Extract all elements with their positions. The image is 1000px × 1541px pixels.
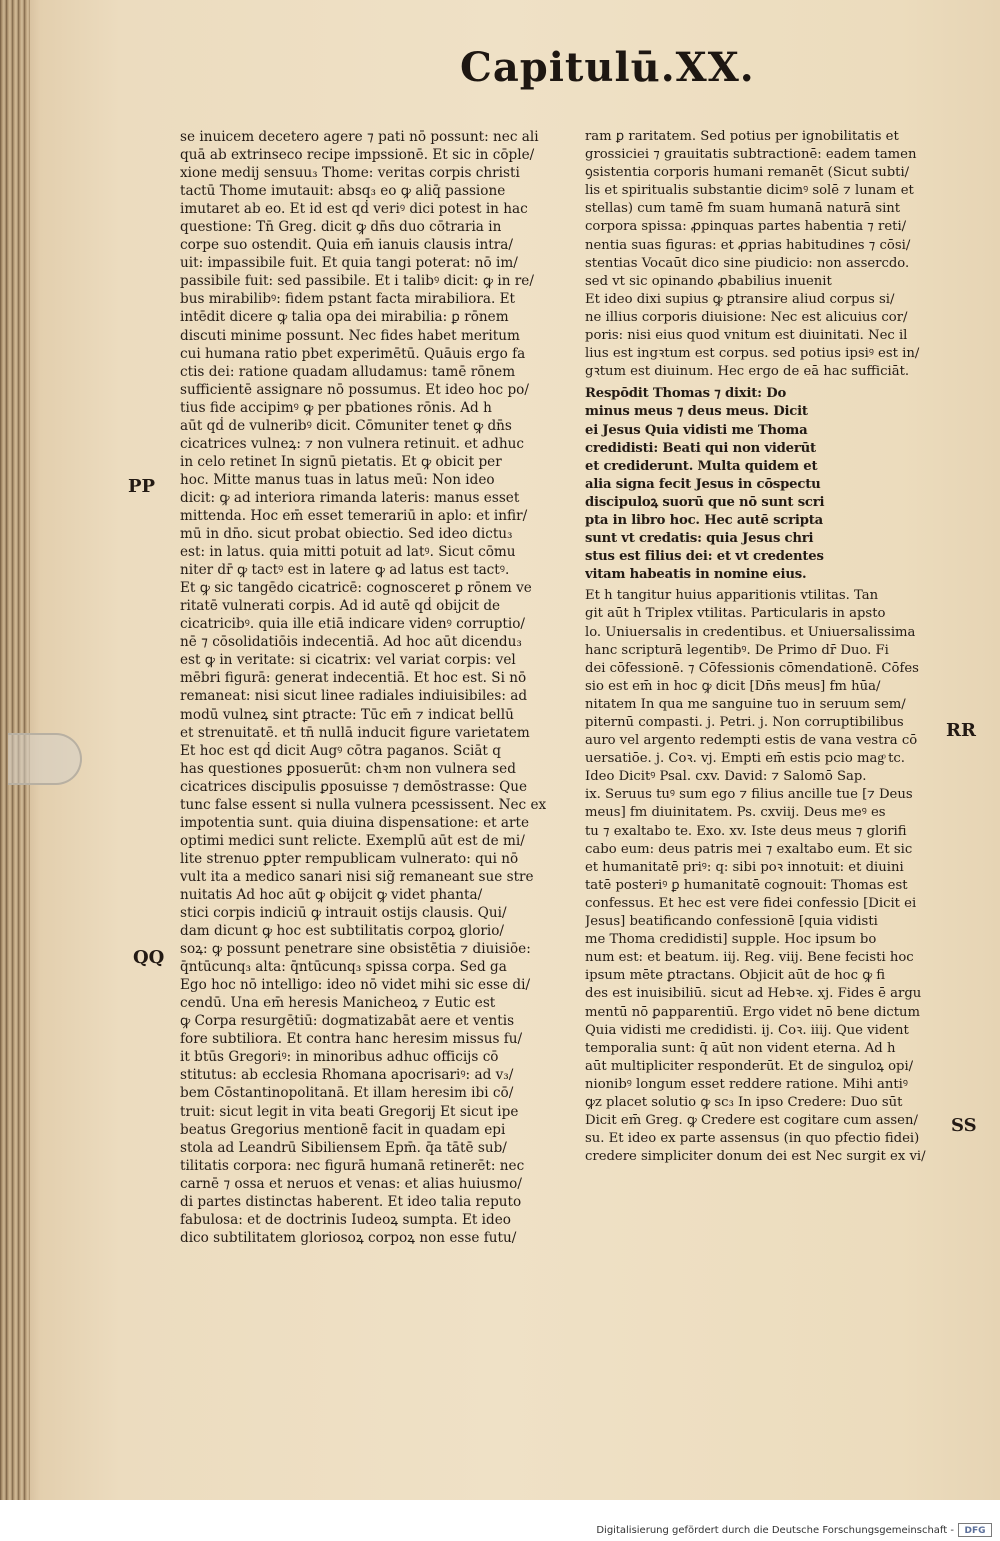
text-line: hoc. Mitte manus tuas in latus meū: Non ideo xyxy=(180,471,495,488)
margin-mark-rr: RR xyxy=(946,720,976,741)
text-line: ne illius corporis diuisione: Nec est alicuius cor/ xyxy=(585,309,908,325)
text-line: corpora spissa: ꝓpinquas partes habentia ⁊ reti/ xyxy=(585,219,907,235)
text-line: carnē ⁊ ossa et neruos et venas: et alias huiusmo/ xyxy=(180,1175,522,1192)
text-line: impotentia sunt. quia diuina dispensatione: et arte xyxy=(180,814,530,831)
text-line: ritatē vulnerati corpis. Ad id autē qḋ obijcit de xyxy=(180,598,501,615)
text-line: di partes distinctas haberent. Et ideo talia reputo xyxy=(180,1193,522,1210)
text-line: sio est em̄ in hoc ꝙ dicit [Dn̄s meus] f̄m hūa/ xyxy=(585,678,881,694)
text-line: vult ita a medico sanari nisi sig̃ remaneant sue stre xyxy=(180,868,534,885)
margin-mark-qq: QQ xyxy=(133,947,165,968)
text-line: Quia vidisti me credidisti. ij. Coꝛ. iiij. Que vident xyxy=(585,1022,909,1038)
text-line: mittenda. Hoc em̄ esset temerariū in aplo: et infir/ xyxy=(180,507,528,524)
text-line: confessus. Et hec est vere fidei confessio [Dicit ei xyxy=(585,895,917,911)
text-line: remaneat: nisi sicut linee radiales indiuisibiles: ad xyxy=(180,688,528,705)
text-line: bem Cōstantinopolitanā. Et illam heresim ibi cō/ xyxy=(180,1085,514,1102)
text-line: Ego hoc nō intelligo: ideo nō videt mihi sic esse di/ xyxy=(180,977,531,994)
text-line: q̄ntūcunq₃ alta: q̄ntūcunq₃ spissa corpa. Sed ga xyxy=(180,959,507,976)
text-line: et strenuitatē. et tn̄ nullā inducit figure varietatem xyxy=(180,724,530,741)
text-line: aūt multipliciter responderūt. Et de singuloꝝ opi/ xyxy=(585,1058,914,1074)
text-line: niter dr̄ ꝙ tactꝰ est in latere ꝙ ad latus est tactꝰ. xyxy=(180,562,510,579)
text-line: et humanitatē priꝰ: q: sibi poꝛ innotuit: et diuini xyxy=(585,859,904,875)
text-line: fore subtiliora. Et contra hanc heresim missus fu/ xyxy=(180,1031,523,1048)
text-line: cabo eum: deus patris mei ⁊ exaltabo eum. Et sic xyxy=(585,841,913,857)
text-line: discuti minime possunt. Nec fides habet meritum xyxy=(180,327,520,344)
text-line: des est inuisibiliū. sicut ad Hebꝛe. xj. Fides ē argu xyxy=(585,986,922,1002)
text-line: stola ad Leandrū Sibiliensem Epm̄. q̄a tātē sub/ xyxy=(180,1139,507,1156)
text-line: grossiciei ⁊ grauitatis subtractionē: eadem tamen xyxy=(585,147,917,163)
text-line: alia signa fecit Jesus in cōspectu xyxy=(585,476,821,492)
text-line: discipuloꝝ suorū que nō sunt scri xyxy=(585,494,825,510)
text-line: tunc false essent si nulla vulnera pcessissent. Nec ex xyxy=(180,796,547,813)
text-line: ram ꝑ raritatem. Sed potius per ignobilitatis et xyxy=(585,129,899,144)
text-line: nitatem In qua me sanguine tuo in seruum sem/ xyxy=(585,696,906,712)
right-column xyxy=(585,128,955,1166)
text-line: it btūs Gregoriꝰ: in minoribus adhuc officijs cō xyxy=(180,1049,499,1066)
text-line: ix. Seruus tuꝰ sum ego ⁊ filius ancille tue [⁊ Deus xyxy=(585,787,913,803)
text-line: Et ꝙ sic tangēdo cicatricē: cognosceret ꝑ rōnem ve xyxy=(180,580,532,597)
text-line: in celo retinet In signū pietatis. Et ꝙ obicit per xyxy=(180,453,502,470)
left-column xyxy=(180,128,560,1247)
text-line: git aūt h Triplex vtilitas. Particularis in apsto xyxy=(585,606,886,622)
text-line: Dicit em̄ Greg. ꝙ Credere est cogitare cum assen/ xyxy=(585,1113,918,1129)
text-line: me Thoma credidisti] supple. Hoc ipsum bo xyxy=(585,932,877,948)
text-line: has questiones ꝑposuerūt: chꝛm non vulnera sed xyxy=(180,760,516,777)
text-line: truit: sicut legit in vita beati Gregorij Et sicut ipe xyxy=(180,1103,519,1120)
text-line: passibile fuit: sed passibile. Et i talibꝰ dicit: ꝙ in re/ xyxy=(180,273,534,290)
text-line: beatus Gregorius mentionē facit in quadam epi xyxy=(180,1121,506,1138)
text-line: sufficientē assignare nō possumus. Et ideo hoc po/ xyxy=(180,381,529,398)
text-line: stentias Vocaūt dico sine piudicio: non assercdo. xyxy=(585,255,910,271)
text-line: dico subtilitatem gloriosoꝝ corpoꝝ non esse futu/ xyxy=(180,1229,517,1246)
text-line: stitutus: ab ecclesia Rhomana apocrisariꝰ: ad v₃/ xyxy=(180,1067,514,1084)
text-line: se inuicem decetero agere ⁊ pati nō possunt: nec ali xyxy=(180,129,539,145)
text-line: vitam habeatis in nomine eius. xyxy=(585,567,807,583)
text-line: corpe suo ostendit. Quia em̄ ianuis clausis intra/ xyxy=(180,237,513,254)
text-line: tius fide accipimꝰ ꝙ per pbationes rōnis. Ad h xyxy=(180,399,492,416)
text-line: Respōdit Thomas ⁊ dixit: Do xyxy=(585,386,787,402)
text-line: uersatiōe. j. Coꝛ. vj. Empti em̄ estis pcio magͦ tc. xyxy=(585,751,905,767)
text-line: est ꝙ in veritate: si cicatrix: vel variat corpis: vel xyxy=(180,652,516,669)
text-line: nentia suas figuras: et ꝓprias habitudines ⁊ cōsi/ xyxy=(585,237,911,253)
text-line: ei Jesus Quia vidisti me Thoma xyxy=(585,422,808,438)
text-line: credidisti: Beati qui non viderūt xyxy=(585,440,816,456)
text-line: bus mirabilibꝰ: fidem pstant facta mirabiliora. Et xyxy=(180,291,515,308)
text-line: dei cōfessionē. ⁊ Cōfessionis cōmendationē. Cōfes xyxy=(585,660,919,676)
text-line: Et h tangitur huius apparitionis vtilitas. Tan xyxy=(585,588,879,604)
text-line: intēdit dicere ꝙ talia opa dei mirabilia: ꝑ rōnem xyxy=(180,309,509,326)
text-line: mēbri figurā: generat indecentiā. Et hoc est. Si nō xyxy=(180,670,527,687)
text-line: soꝝ: ꝙ possunt penetrare sine obsistētia ⁊ diuisiōe: xyxy=(180,941,531,958)
text-line: mū in dn̄o. sicut probat obiectio. Sed ideo dictu₃ xyxy=(180,526,513,543)
text-line: Jesus] beatificando confessionē [quia vidisti xyxy=(585,914,878,930)
text-line: et crediderunt. Multa quidem et xyxy=(585,458,818,474)
text-line: Ideo Dicitꝰ Psal. cxv. David: ⁊ Salomō Sap. xyxy=(585,769,867,785)
gospel-text xyxy=(585,385,955,584)
running-head: Capitulū.XX. xyxy=(460,44,755,91)
text-line: lite strenuo ꝑpter rempublicam vulnerato: qui nō xyxy=(180,850,519,867)
text-line: questione: Tn̄ Greg. dicit ꝙ dn̄s duo cōtraria in xyxy=(180,219,502,236)
text-line: lius est ingꝛtum est corpus. sed potius ipsiꝰ est in/ xyxy=(585,346,920,362)
text-line: fabulosa: et de doctrinis Iudeoꝝ sumpta. Et ideo xyxy=(180,1211,511,1228)
text-line: nē ⁊ cōsolidatiōis indecentiā. Ad hoc aūt dicendu₃ xyxy=(180,634,522,651)
text-line: ꝙz placet solutio ꝙ sc₃ In ipso Credere: Duo sūt xyxy=(585,1094,903,1110)
text-line: cicatrices discipulis ꝑposuisse ⁊ demōstrasse: Que xyxy=(180,778,528,795)
text-line: Et ideo dixi supius ꝙ ꝑtransire aliud corpus si/ xyxy=(585,291,895,307)
text-line: imutaret ab eo. Et id est qḋ veriꝰ dici potest in hac xyxy=(180,201,528,218)
text-line: ꝯsistentia corporis humani remanēt (Sicut subti/ xyxy=(585,165,910,181)
commentary-top xyxy=(585,128,955,381)
margin-mark-ss: SS xyxy=(951,1115,977,1136)
text-line: stellas) cum tamē f̄m suam humanā naturā sint xyxy=(585,201,901,217)
text-line: cui humana ratio pbet experimētū. Quāuis ergo fa xyxy=(180,345,526,362)
text-line: auro vel argento redempti estis de vana vestra cō xyxy=(585,733,918,749)
commentary-bottom xyxy=(585,587,955,1166)
text-line: dam dicunt ꝙ hoc est subtilitatis corpoꝝ glorio/ xyxy=(180,923,504,940)
text-line: sunt vt credatis: quia Jesus chri xyxy=(585,531,814,547)
text-line: gꝛtum est diuinum. Hec ergo de eā hac sufficiāt. xyxy=(585,364,910,380)
funding-credit: Digitalisierung gefördert durch die Deutsche Forschungsgemeinschaft - xyxy=(596,1525,954,1536)
paper-clip xyxy=(8,733,82,785)
text-line: tu ⁊ exaltabo te. Exo. xv. Iste deus meus ⁊ glorifi xyxy=(585,823,907,839)
text-line: pta in libro hoc. Hec autē scripta xyxy=(585,512,823,528)
text-line: optimi medici sunt relicte. Exemplū aūt est de mi/ xyxy=(180,832,525,849)
text-line: xione medij sensuu₃ Thome: veritas corpis christi xyxy=(180,165,520,182)
text-line: meus] f̄m diuinitatem. Ps. cxviij. Deus meꝰ es xyxy=(585,805,886,821)
text-line: quā ab extrinseco recipe impssionē. Et sic in cōple/ xyxy=(180,147,535,164)
text-line: lis et spiritualis substantie dicimꝰ solē ⁊ lunam et xyxy=(585,183,914,199)
text-line: aūt qḋ de vulneribꝰ dicit. Cōmuniter tenet ꝙ dn̄s xyxy=(180,417,512,434)
text-line: uit: impassibile fuit. Et quia tangi poterat: nō im/ xyxy=(180,255,518,272)
text-line: tatē posteriꝰ ꝑ humanitatē cognouit: Thomas est xyxy=(585,877,908,893)
text-line: sed vt sic opinando ꝓbabilius inuenit xyxy=(585,273,832,289)
text-line: credere simpliciter donum dei est Nec surgit ex vi/ xyxy=(585,1149,926,1165)
text-line: tactū Thome imutauit: absq₃ eo ꝙ aliq̄ passione xyxy=(180,183,506,200)
text-line: num est: et beatum. iij. Reg. viij. Bene fecisti hoc xyxy=(585,950,914,966)
text-line: est: in latus. quia mitti potuit ad latꝰ. Sicut cōmu xyxy=(180,544,516,561)
text-line: mentū nō ꝑapparentiū. Ergo videt nō bene dictum xyxy=(585,1004,920,1020)
text-line: poris: nisi eius quod vnitum est diuinitati. Nec il xyxy=(585,328,908,344)
text-line: ipsum mēte ꝑtractans. Objicit aūt de hoc ꝙ fi xyxy=(585,968,886,984)
text-line: cicatricibꝰ. quia ille etiā indicare videnꝰ corruptio/ xyxy=(180,616,526,633)
text-line: cendū. Una em̄ heresis Manicheoꝝ ⁊ Eutic est xyxy=(180,995,496,1012)
text-line: cicatrices vulneꝝ: ⁊ non vulnera retinuit. et adhuc xyxy=(180,435,524,452)
text-line: modū vulneꝝ sint ꝑtracte: Tūc em̄ ⁊ indicat bellū xyxy=(180,706,514,723)
text-line: dicit: ꝙ ad interiora rimanda lateris: manus esset xyxy=(180,489,520,506)
text-line: temporalia sunt: q̄ aūt non vident eterna. Ad h xyxy=(585,1040,896,1056)
text-line: tilitatis corpora: nec figurā humanā retinerēt: nec xyxy=(180,1157,525,1174)
text-line: minus meus ⁊ deus meus. Dicit xyxy=(585,404,808,420)
text-line: ctis dei: ratione quadam alludamus: tamē rōnem xyxy=(180,363,516,380)
text-line: su. Et ideo ex parte assensus (in quo pfectio fidei) xyxy=(585,1131,920,1147)
text-line: hanc scripturā legentibꝰ. De Primo dr̄ Duo. Fi xyxy=(585,642,889,658)
dfg-logo: DFG xyxy=(958,1523,992,1537)
margin-mark-pp: PP xyxy=(128,476,156,497)
text-line: stici corpis indiciū ꝙ intrauit ostijs clausis. Qui/ xyxy=(180,905,507,922)
text-line: Et hoc est qḋ dicit Augꝰ cōtra paganos. Sciāt q xyxy=(180,742,501,759)
text-line: ꝙ Corpa resurgētiū: dogmatizabāt aere et ventis xyxy=(180,1013,515,1030)
text-line: nuitatis Ad hoc aūt ꝙ obijcit ꝙ videt phanta/ xyxy=(180,886,483,903)
text-line: piternū compasti. j. Petri. j. Non corruptibilibus xyxy=(585,715,904,730)
text-line: nionibꝰ longum esset reddere ratione. Mihi antiꝰ xyxy=(585,1076,908,1092)
text-line: stus est filius dei: et vt credentes xyxy=(585,549,824,565)
text-line: lo. Uniuersalis in credentibus. et Uniuersalissima xyxy=(585,624,916,640)
